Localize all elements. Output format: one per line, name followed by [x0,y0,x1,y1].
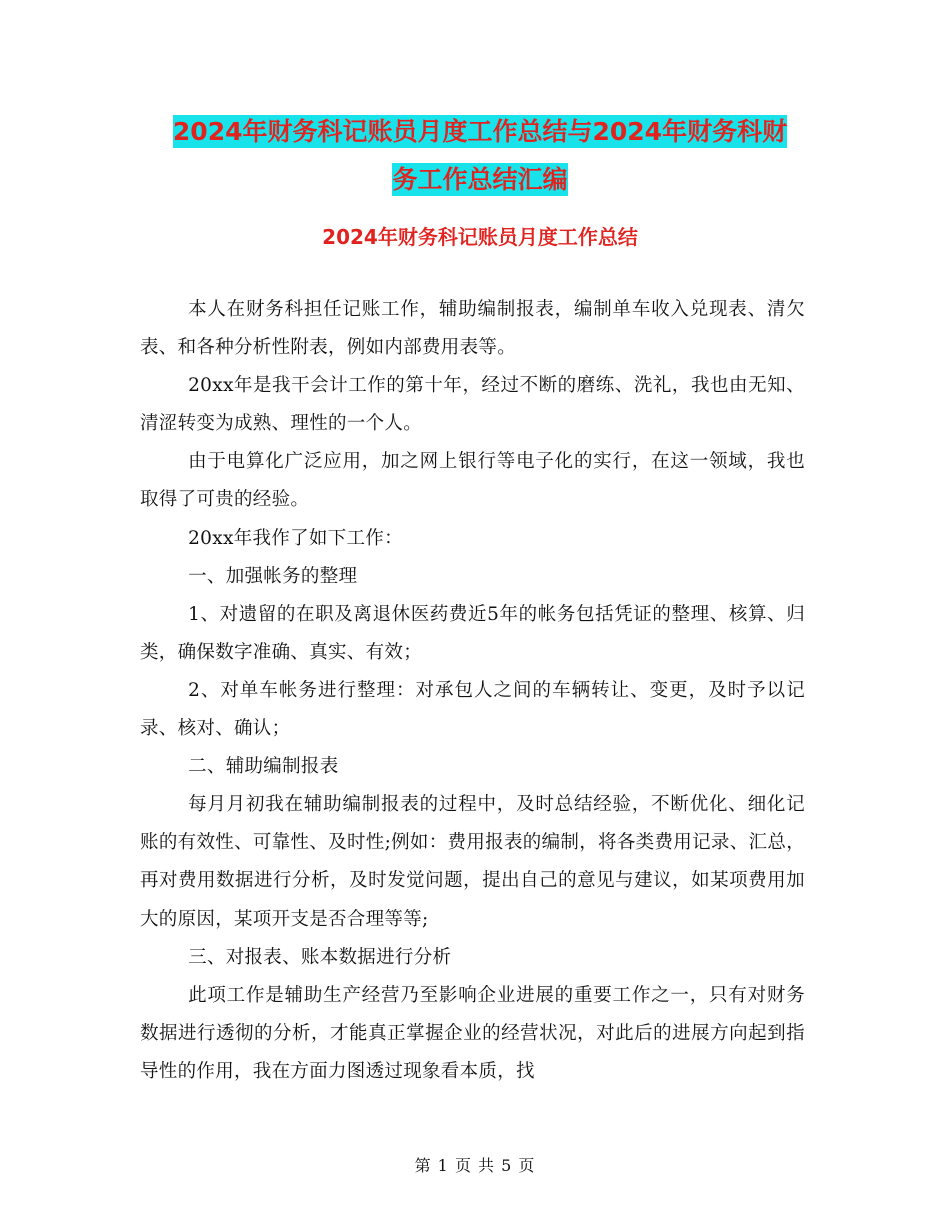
document-title-line-2: 务工作总结汇编 [392,165,568,194]
paragraph: 每月月初我在辅助编制报表的过程中，及时总结经验，不断优化、细化记账的有效性、可靠性、及时性;例如：费用报表的编制，将各类费用记录、汇总，再对费用数据进行分析，及时发觉问题，提出自己的意见与建议，如某项费用加大的原因，某项开支是否合理等等; [140,794,805,930]
paragraph: 1、对遗留的在职及离退休医药费近5年的帐务包括凭证的整理、核算、归类，确保数字准确、真实、有效； [140,603,805,663]
section-heading: 三、对报表、账本数据进行分析 [188,946,452,968]
paragraph: 由于电算化广泛应用，加之网上银行等电子化的实行，在这一领域，我也取得了可贵的经验。 [140,451,805,511]
paragraph: 此项工作是辅助生产经营乃至影响企业进展的重要工作之一，只有对财务数据进行透彻的分析，才能真正掌握企业的经营状况，对此后的进展方向起到指导性的作用，我在方面力图透过现象看本质，找 [140,984,805,1082]
section-heading: 一、加强帐务的整理 [188,565,358,587]
page-number-footer: 第 1 页 共 5 页 [414,1156,536,1175]
document-title-line-1: 2024年财务科记账员月度工作总结与2024年财务科财 [172,117,788,146]
paragraph: 20xx年我作了如下工作： [188,527,403,549]
document-title [140,108,820,204]
paragraph: 2、对单车帐务进行整理：对承包人之间的车辆转让、变更，及时予以记录、核对、确认； [140,679,805,740]
document-body [140,291,805,1091]
section-title: 2024年财务科记账员月度工作总结 [322,225,638,249]
paragraph: 20xx年是我干会计工作的第十年，经过不断的磨练、洗礼，我也由无知、清涩转变为成熟、理性的一个人。 [140,375,805,435]
paragraph: 本人在财务科担任记账工作，辅助编制报表，编制单车收入兑现表、清欠表、和各种分析性附表，例如内部费用表等。 [140,299,805,359]
section-heading: 二、辅助编制报表 [188,756,339,778]
